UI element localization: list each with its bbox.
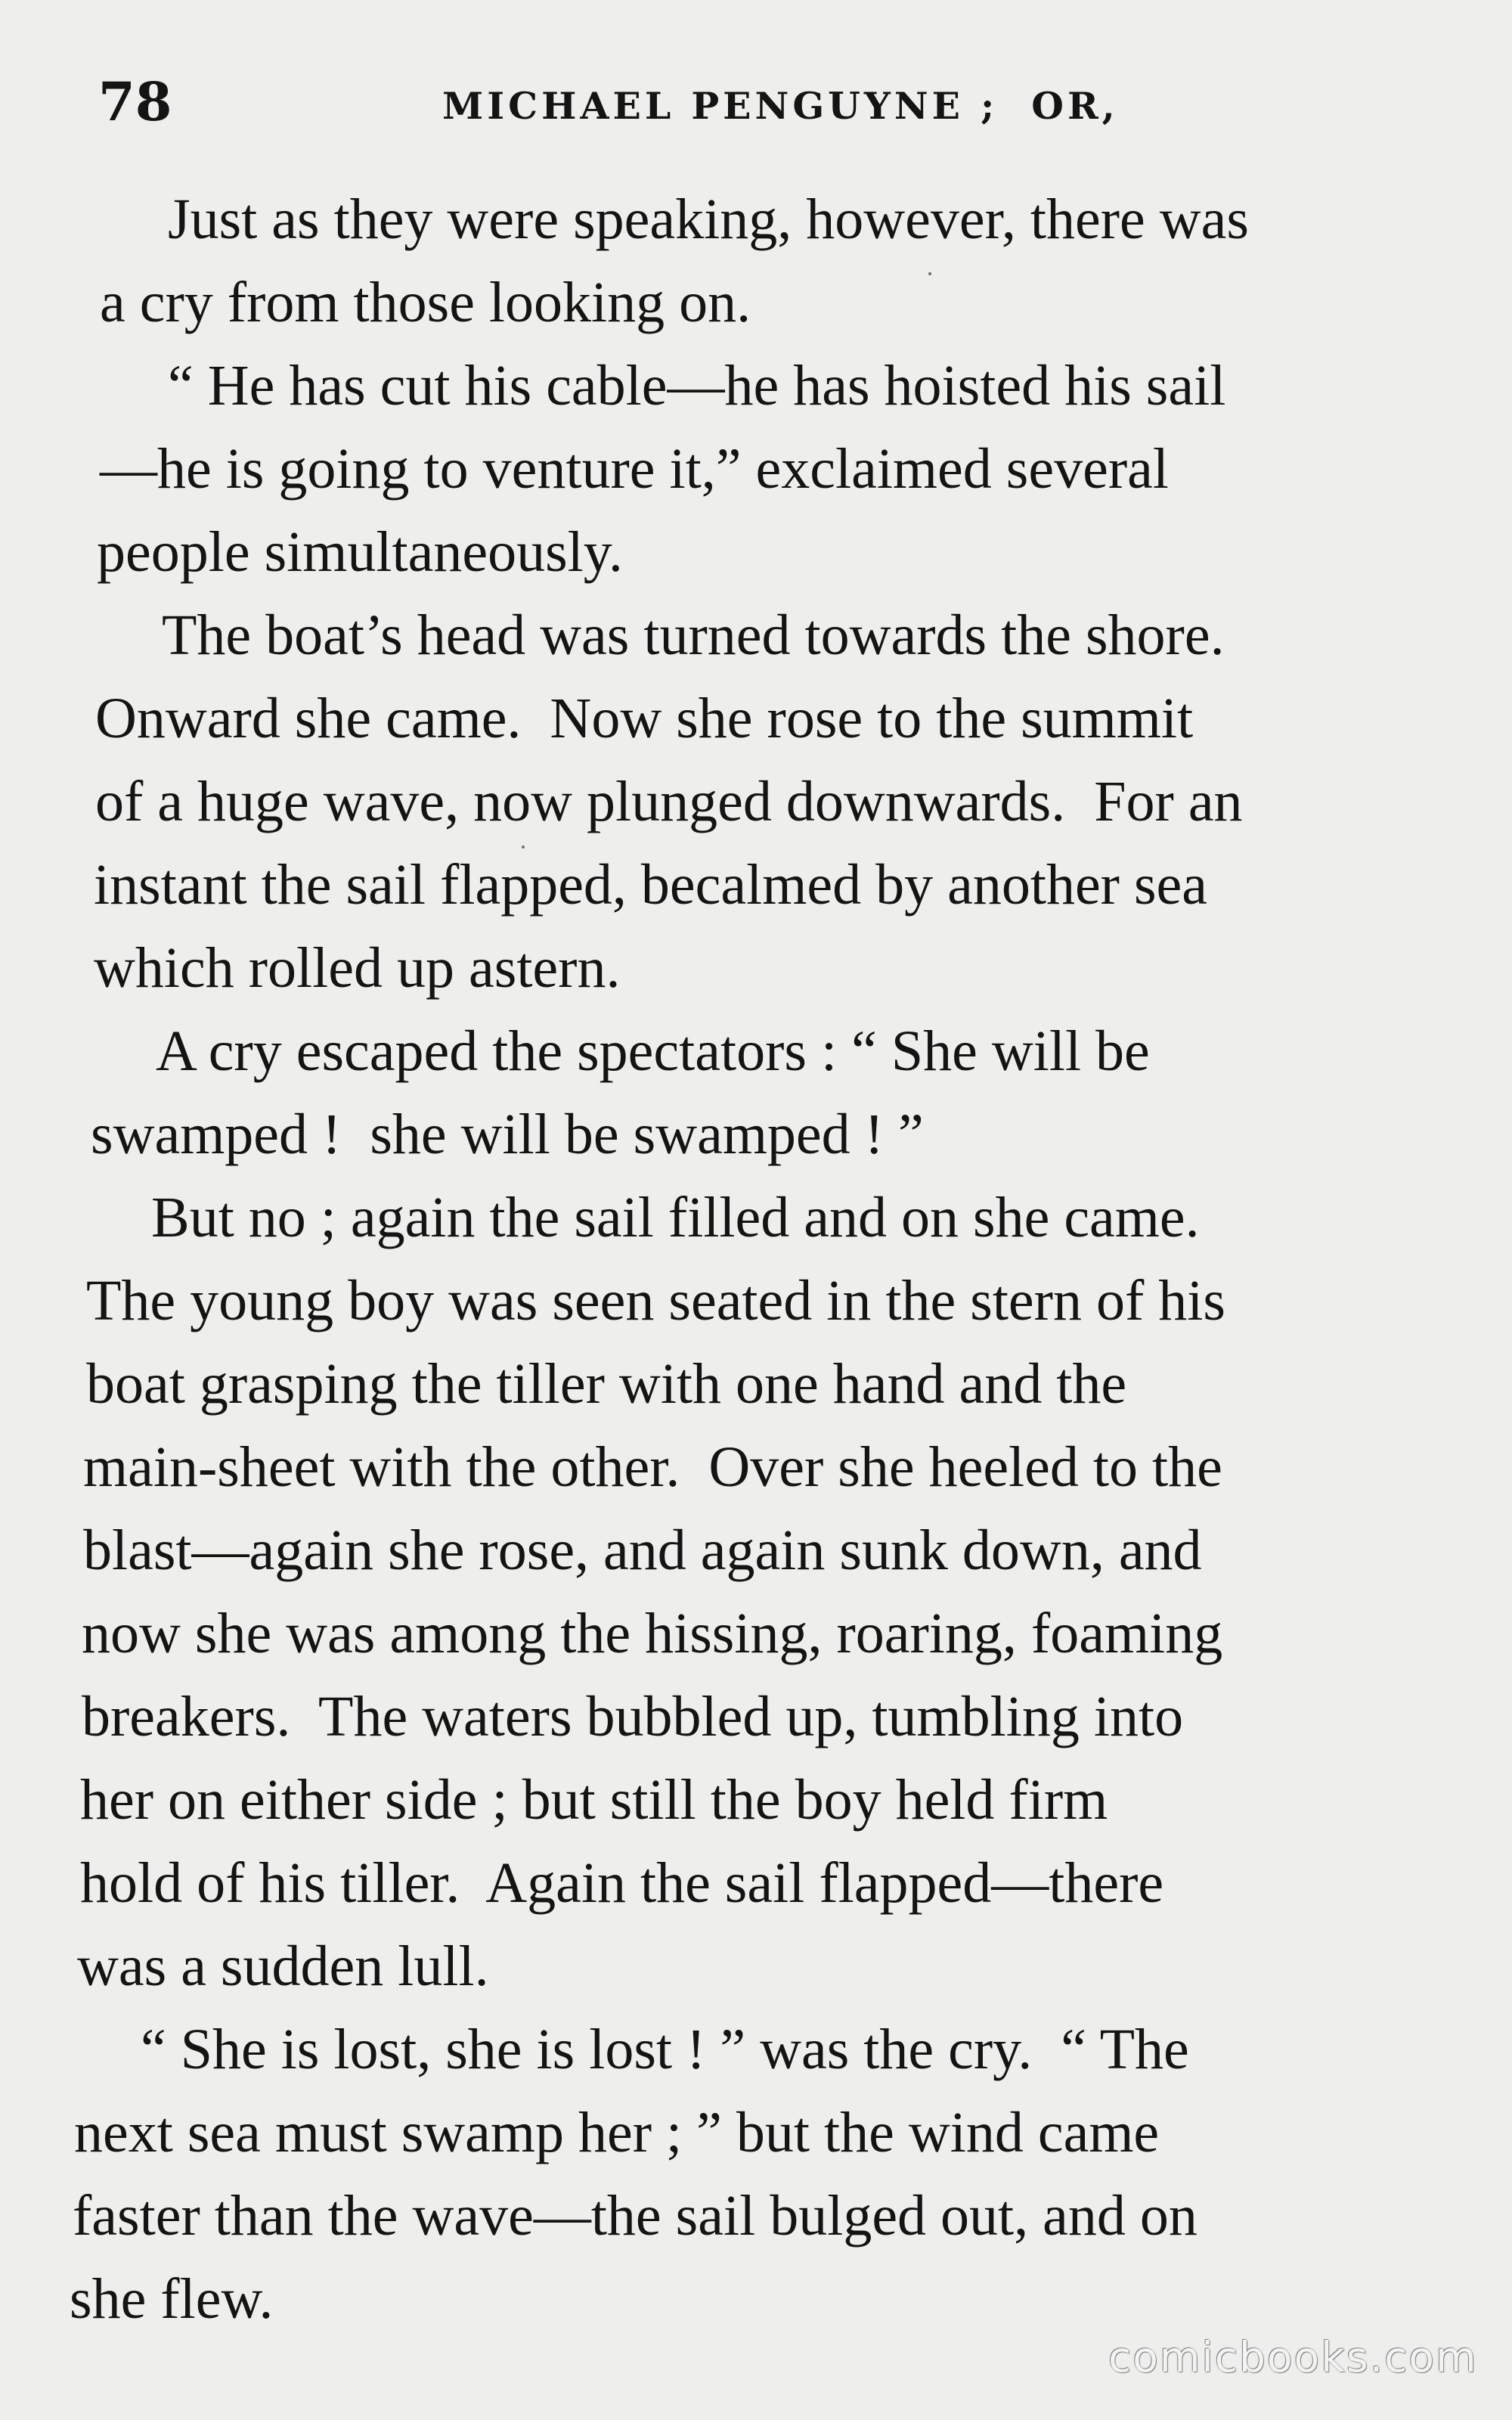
text-line: which rolled up astern. xyxy=(94,936,621,1000)
text-line: “ He has cut his cable—he has hoisted his sail xyxy=(168,354,1226,417)
text-line: boat grasping the tiller with one hand and the xyxy=(86,1352,1127,1416)
text-line: swamped ! she will be swamped ! ” xyxy=(91,1103,924,1166)
text-line: her on either side ; but still the boy held firm xyxy=(80,1768,1108,1832)
text-line: main-sheet with the other. Over she heeled to the xyxy=(83,1435,1222,1499)
text-line: The young boy was seen seated in the stern of his xyxy=(86,1269,1225,1333)
text-line: hold of his tiller. Again the sail flapped—there xyxy=(80,1851,1164,1915)
text-line: “ She is lost, she is lost ! ” was the cry. “ The xyxy=(141,2018,1189,2081)
text-line: breakers. The waters bubbled up, tumbling into xyxy=(82,1685,1184,1748)
text-line: now she was among the hissing, roaring, foaming xyxy=(82,1602,1223,1665)
text-line: Onward she came. Now she rose to the summit xyxy=(95,687,1194,750)
text-line: a cry from those looking on. xyxy=(100,271,751,334)
running-title: MICHAEL PENGUYNE ; OR, xyxy=(442,84,1119,128)
paper-speck xyxy=(928,272,931,275)
text-line: of a huge wave, now plunged downwards. For an xyxy=(95,770,1243,833)
paper-speck xyxy=(522,845,525,849)
text-line: But no ; again the sail filled and on she came. xyxy=(151,1186,1200,1249)
text-line: instant the sail flapped, becalmed by another sea xyxy=(94,853,1208,917)
text-line: Just as they were speaking, however, there was xyxy=(168,188,1249,251)
text-line: was a sudden lull. xyxy=(77,1934,489,1998)
text-line: The boat’s head was turned towards the shore. xyxy=(162,603,1225,667)
watermark: comicbooks.com xyxy=(1108,2333,1478,2381)
text-line: blast—again she rose, and again sunk down, and xyxy=(83,1519,1202,1582)
page-number: 78 xyxy=(98,70,172,133)
text-line: A cry escaped the spectators : “ She will be xyxy=(156,1019,1150,1083)
text-line: people simultaneously. xyxy=(97,520,623,584)
text-line: she flew. xyxy=(70,2267,274,2331)
text-line: —he is going to venture it,” exclaimed several xyxy=(100,437,1169,501)
text-line: next sea must swamp her ; ” but the wind came xyxy=(74,2101,1160,2164)
running-head xyxy=(98,68,1452,136)
text-line: faster than the wave—the sail bulged out, and on xyxy=(73,2184,1198,2248)
